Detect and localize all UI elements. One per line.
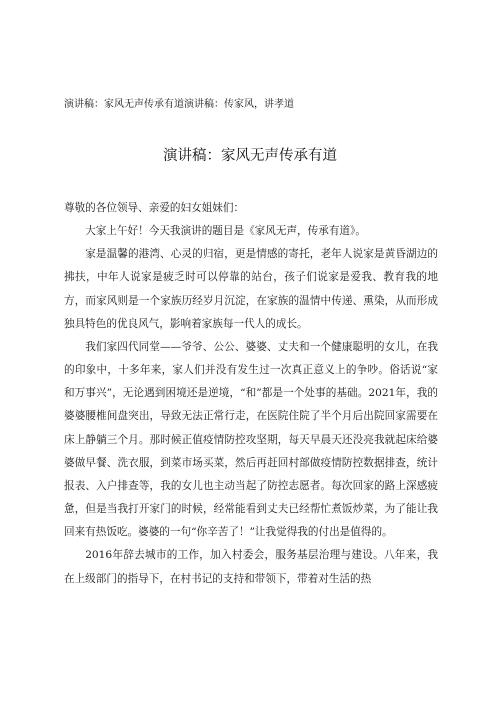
document-body — [64, 197, 438, 591]
paragraph-2: 家是温馨的港湾、心灵的归宿，更是情感的寄托，老年人说家是黄昏湖边的拂扶，中年人说家是疲乏时可以停靠的站台，孩子们说家是爱我、教育我的地方，而家风则是一个家族历经岁月沉淀，在家族的温情中传递、熏染，从而形成独具特色的优良风气，影响着家族每一代人的成长。 — [64, 248, 438, 330]
paragraph-3: 我们家四代同堂——爷爷、公公、婆婆、丈夫和一个健康聪明的女儿，在我的印象中，十多年来，家人们并没有发生过一次真正意义上的争吵。俗话说“家和万事兴”，无论遇到困境还是逆境，“和”都是一个处事的基础。2021年，我的婆婆腰椎间盘突出，导致无法正常行走，在医院住院了半个月后出院回家需要在床上静躺三个月。那时候正值疫情防控攻坚期，每天早晨天还没亮我就起床给婆婆做早餐、洗衣服，到菜市场买菜，然后再赶回村部做疫情防控数据排查，统计报表、入户排查等，我的女儿也主动当起了防控志愿者。每次回家的路上深感疲惫，但是当我打开家门的时候，经常能看到丈夫已经帮忙煮饭炒菜，为了能让我回来有热饭吃。婆婆的一句“你辛苦了！”让我觉得我的付出是值得的。 — [64, 340, 438, 539]
page-title: 演讲稿：家风无声传承有道 — [163, 148, 337, 164]
paragraph-4: 2016年辞去城市的工作，加入村委会，服务基层治理与建设。八年来，我在上级部门的指导下，在村书记的支持和带领下，带着对生活的热 — [64, 549, 438, 585]
salutation: 尊敬的各位领导、亲爱的妇女姐妹们： — [64, 202, 245, 214]
running-header: 演讲稿：家风无声传承有道演讲稿：传家风，讲孝道 — [64, 99, 294, 110]
paragraph-1: 大家上午好！今天我演讲的题目是《家风无声，传承有道》。 — [85, 225, 366, 238]
